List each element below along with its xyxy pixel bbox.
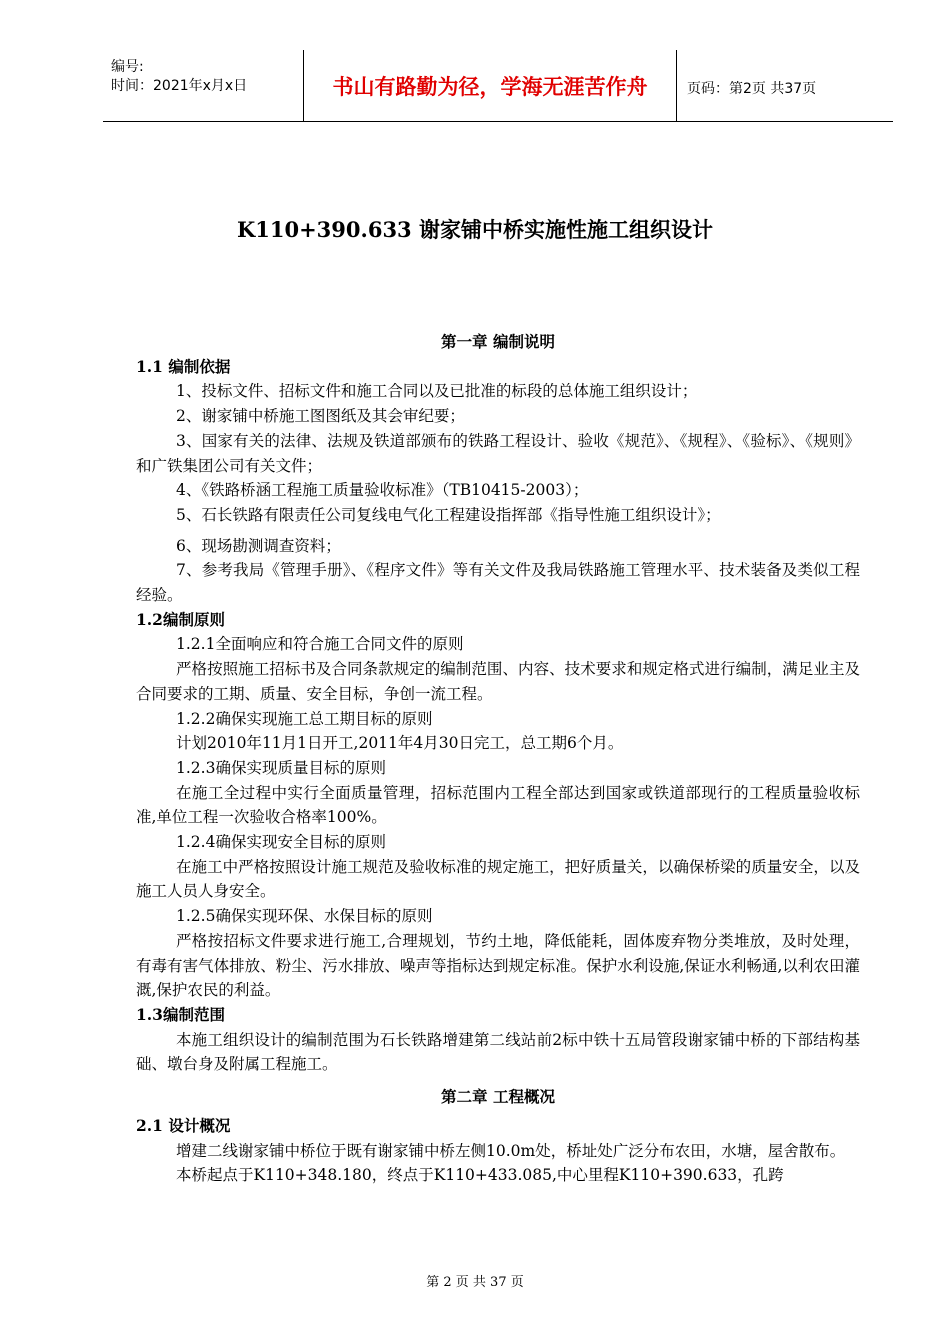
section-heading: 1.1 编制依据 <box>136 356 231 376</box>
list-item: 6、现场勘测调查资料； <box>176 536 341 555</box>
page-footer: 第 2 页 共 37 页 <box>426 1275 524 1290</box>
paragraph: 严格按招标文件要求进行施工,合理规划，节约土地，降低能耗，固体废弃物分类堆放，及时处理，有毒有害气体排放、粉尘、污水排放、噪声等指标达到规定标准。保护水利设施,保证水利畅通,以利农田灌溉,保护农民的利益。 <box>136 931 860 1000</box>
section-heading: 1.3编制范围 <box>136 1004 225 1024</box>
subsection-heading: 1.2.1全面响应和符合施工合同文件的原则 <box>176 635 464 654</box>
section-heading: 2.1 设计概况 <box>136 1115 231 1135</box>
list-item: 2、谢家铺中桥施工图图纸及其会审纪要； <box>176 407 465 426</box>
document-body <box>136 330 860 1188</box>
subsection-heading: 1.2.3确保实现质量目标的原则 <box>176 758 386 777</box>
list-item: 5、石长铁路有限责任公司复线电气化工程建设指挥部《指导性施工组织设计》； <box>176 505 721 524</box>
chapter-heading: 第一章 编制说明 <box>441 332 555 351</box>
list-item: 1、投标文件、招标文件和施工合同以及已批准的标段的总体施工组织设计； <box>176 382 698 401</box>
paragraph: 本施工组织设计的编制范围为石长铁路增建第二线站前2标中铁十五局管段谢家铺中桥的下部结构基础、墩台身及附属工程施工。 <box>136 1030 860 1074</box>
chapter-heading: 第二章 工程概况 <box>441 1087 555 1107</box>
header-rule <box>103 121 893 122</box>
page-label: 页码：第2页 共37页 <box>687 81 817 97</box>
paragraph: 本桥起点于K110+348.180，终点于K110+433.085,中心里程K110+390.633，孔跨 <box>176 1166 784 1185</box>
paragraph: 计划2010年11月1日开工,2011年4月30日完工，总工期6个月。 <box>176 734 624 753</box>
document-title: K110+390.633 谢家铺中桥实施性施工组织设计 <box>237 217 713 242</box>
page-header <box>103 50 893 122</box>
paragraph: 在施工全过程中实行全面质量管理，招标范围内工程全部达到国家或铁道部现行的工程质量验收标准,单位工程一次验收合格率100%。 <box>136 783 860 827</box>
subsection-heading: 1.2.5确保实现环保、水保目标的原则 <box>176 907 433 926</box>
list-item: 4、《铁路桥涵工程施工质量验收标准》（TB10415-2003）； <box>176 481 589 500</box>
motto: 书山有路勤为径，学海无涯苦作舟 <box>303 50 677 122</box>
paragraph: 增建二线谢家铺中桥位于既有谢家铺中桥左侧10.0m处，桥址处广泛分布农田，水塘，屋舍散布。 <box>176 1141 846 1160</box>
section-heading: 1.2编制原则 <box>136 609 225 629</box>
paragraph: 严格按照施工招标书及合同条款规定的编制范围、内容、技术要求和规定格式进行编制，满足业主及合同要求的工期、质量、安全目标，争创一流工程。 <box>136 660 860 703</box>
header-left <box>111 58 247 96</box>
time-label: 时间：2021年x月x日 <box>111 78 248 94</box>
subsection-heading: 1.2.4确保实现安全目标的原则 <box>176 833 386 852</box>
paragraph: 在施工中严格按照设计施工规范及验收标准的规定施工，把好质量关，以确保桥梁的质量安全，以及施工人员人身安全。 <box>136 857 860 901</box>
subsection-heading: 1.2.2确保实现施工总工期目标的原则 <box>176 709 433 728</box>
number-label: 编号: <box>111 59 144 75</box>
list-item: 7、参考我局《管理手册》、《程序文件》等有关文件及我局铁路施工管理水平、技术装备及类似工程经验。 <box>136 561 860 605</box>
list-item: 3、国家有关的法律、法规及铁道部颁布的铁路工程设计、验收《规范》、《规程》、《验标》、《规则》和广铁集团公司有关文件； <box>136 431 860 475</box>
